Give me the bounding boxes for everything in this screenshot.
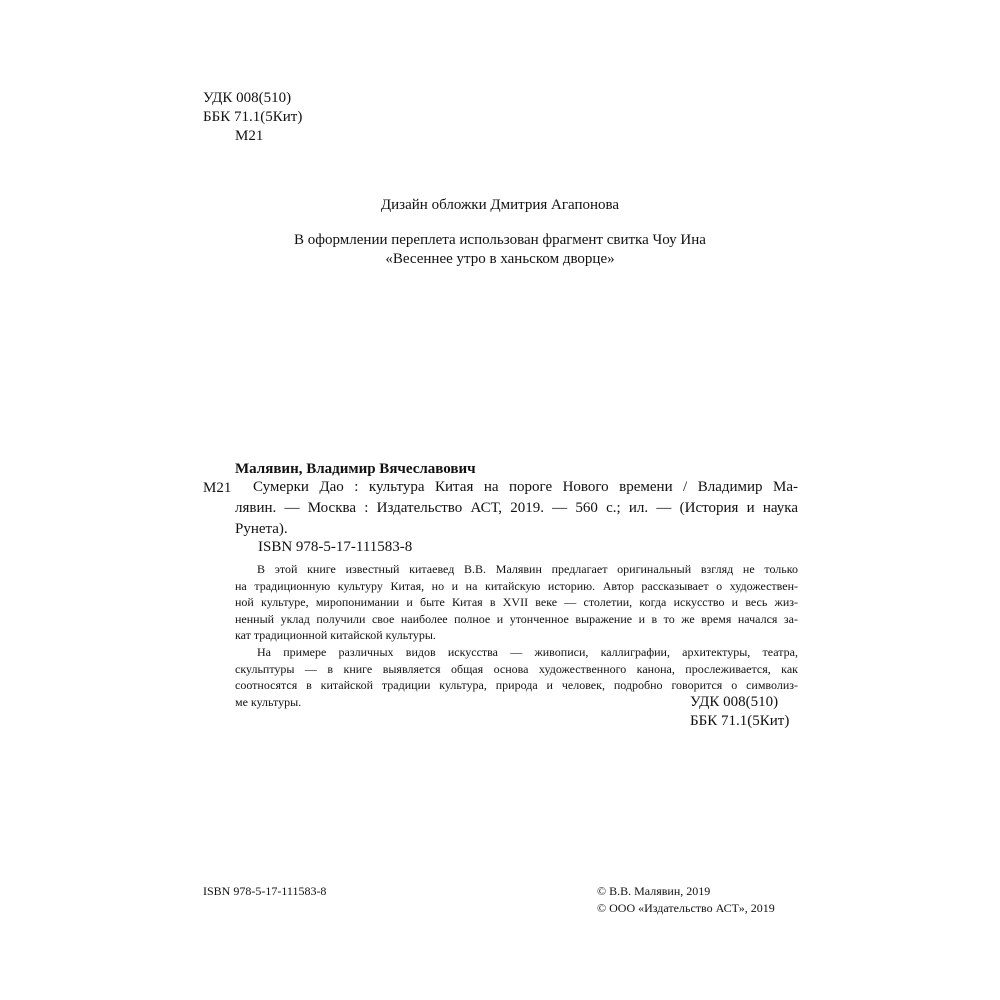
bibliographic-description	[235, 477, 798, 540]
annotation-line: ненный уклад получили свое наиболее полное и утонченное выражение и в то же время начался за-	[235, 611, 798, 626]
annotation-line: ме культуры.	[235, 694, 302, 709]
annotation	[235, 561, 798, 710]
record-code: М21	[203, 480, 232, 496]
annotation-line: соотносятся в китайской традиции культура, природа и человек, подробно говорится о символиз-	[235, 678, 798, 693]
description-line: лявин. — Москва : Издательство АСТ, 2019. — 560 с.; ил. — (История и наука	[235, 500, 798, 516]
bbk-bottom: ББК 71.1(5Кит)	[690, 713, 790, 729]
footer-isbn: ISBN 978-5-17-111583-8	[203, 884, 327, 898]
annotation-paragraph-1	[235, 561, 798, 644]
author-heading: Малявин, Владимир Вячеславович	[235, 461, 476, 477]
annotation-line: скульптуры — в книге выявляется общая основа художественного канона, прослеживается, как	[235, 661, 798, 676]
annotation-line: ной культуре, миропонимании и быте Китая в XVII веке — столетии, когда искусство и весь жиз-	[235, 595, 798, 610]
annotation-line: кат традиционной китайской культуры.	[235, 628, 436, 643]
annotation-line: На примере различных видов искусства — живописи, каллиграфии, архитектуры, театра,	[257, 644, 798, 659]
binding-credit-line2: «Весеннее утро в ханьском дворце»	[385, 251, 615, 267]
copyright-publisher: © ООО «Издательство АСТ», 2019	[597, 901, 775, 915]
udk-top: УДК 008(510)	[203, 90, 292, 106]
binding-credit-line1: В оформлении переплета использован фрагмент свитка Чоу Ина	[294, 232, 706, 248]
copyright-author: © В.В. Малявин, 2019	[597, 884, 711, 898]
cover-design-credit: Дизайн обложки Дмитрия Агапонова	[380, 197, 620, 213]
annotation-line: В этой книге известный китаевед В.В. Малявин предлагает оригинальный взгляд не только	[257, 562, 798, 576]
bbk-top: ББК 71.1(5Кит)	[203, 109, 303, 125]
udk-bottom: УДК 008(510)	[690, 694, 779, 710]
annotation-line: на традиционную культуру Китая, но и на китайскую историю. Автор рассказывает о художествен-	[235, 578, 798, 593]
description-line: Сумерки Дао : культура Китая на пороге Нового времени / Владимир Ма-	[253, 479, 798, 495]
description-line: Рунета).	[235, 521, 288, 537]
record-isbn: ISBN 978-5-17-111583-8	[258, 539, 413, 555]
code-top: М21	[235, 128, 264, 144]
